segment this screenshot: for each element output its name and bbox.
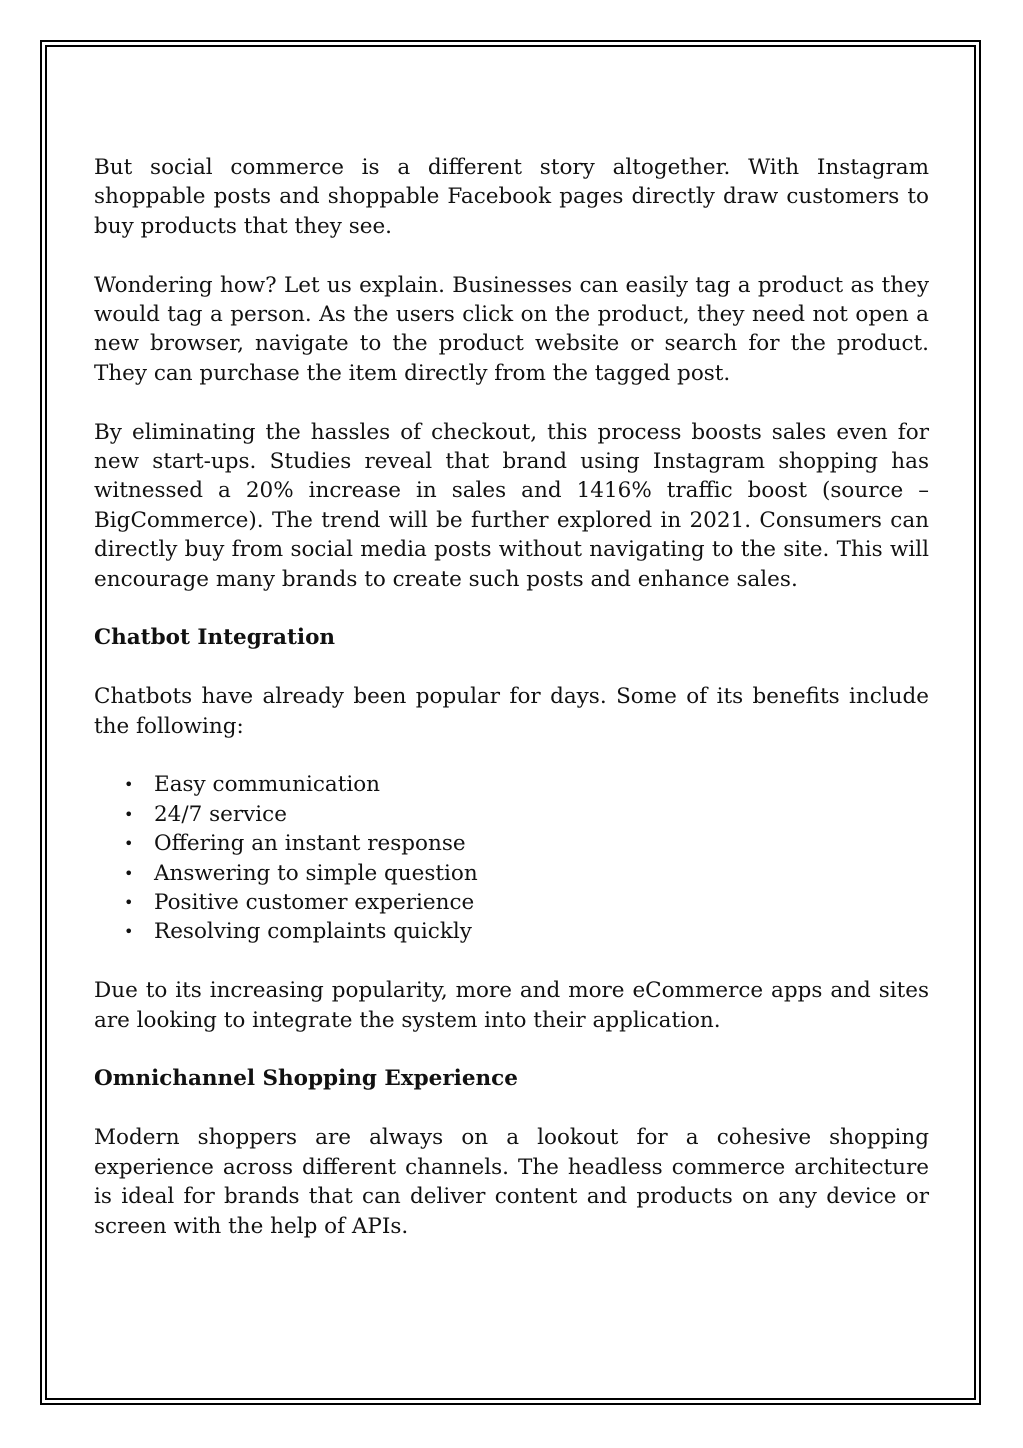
bullet-icon: •	[124, 863, 134, 883]
list-item	[124, 800, 929, 829]
paragraph-checkout: By eliminating the hassles of checkout, this process boosts sales even for new start-ups. Studies reveal that brand using Instagram shopping has witnessed a 20% increase in sales and 1416% traffic boost (source – BigCommerce). The trend will be further explored in 2021. Consumers can directly buy from social media posts without navigating to the site. This will encourage many brands to create such posts and enhance sales.	[94, 419, 929, 592]
bullet-icon: •	[124, 834, 134, 854]
list-item	[124, 829, 929, 858]
list-item-text: Answering to simple question	[154, 860, 478, 886]
list-item-text: Easy communication	[154, 772, 381, 798]
paragraph-chatbot-outro: Due to its increasing popularity, more and more eCommerce apps and sites are looking to integrate the system into their application.	[94, 978, 929, 1033]
bullet-icon: •	[124, 922, 134, 942]
paragraph-tagging: Wondering how? Let us explain. Businesses can easily tag a product as they would tag a person. As the users click on the product, they need not open a new browser, navigate to the product website or search for the product. They can purchase the item directly from the tagged post.	[94, 272, 929, 386]
heading-chatbot-integration: Chatbot Integration	[94, 625, 336, 651]
list-item	[124, 859, 929, 888]
bullet-icon: •	[124, 775, 134, 795]
list-item-text: Positive customer experience	[154, 890, 475, 916]
list-item-text: 24/7 service	[154, 801, 287, 827]
list-item-text: Offering an instant response	[154, 831, 466, 857]
benefits-list	[94, 770, 929, 946]
bullet-icon: •	[124, 804, 134, 824]
bullet-icon: •	[124, 893, 134, 913]
paragraph-social-commerce: But social commerce is a different story altogether. With Instagram shoppable posts and shoppable Facebook pages directly draw customers to buy products that they see.	[94, 155, 929, 239]
list-item	[124, 888, 929, 917]
list-item	[124, 770, 929, 799]
list-item-text: Resolving complaints quickly	[154, 919, 472, 945]
paragraph-chatbot-intro: Chatbots have already been popular for days. Some of its benefits include the following:	[94, 684, 929, 739]
paragraph-omnichannel: Modern shoppers are always on a lookout for a cohesive shopping experience across different channels. The headless commerce architecture is ideal for brands that can deliver content and products on any device or screen with the help of APIs.	[94, 1125, 929, 1239]
list-item	[124, 917, 929, 946]
document-body	[94, 153, 929, 1270]
heading-omnichannel: Omnichannel Shopping Experience	[94, 1066, 518, 1092]
